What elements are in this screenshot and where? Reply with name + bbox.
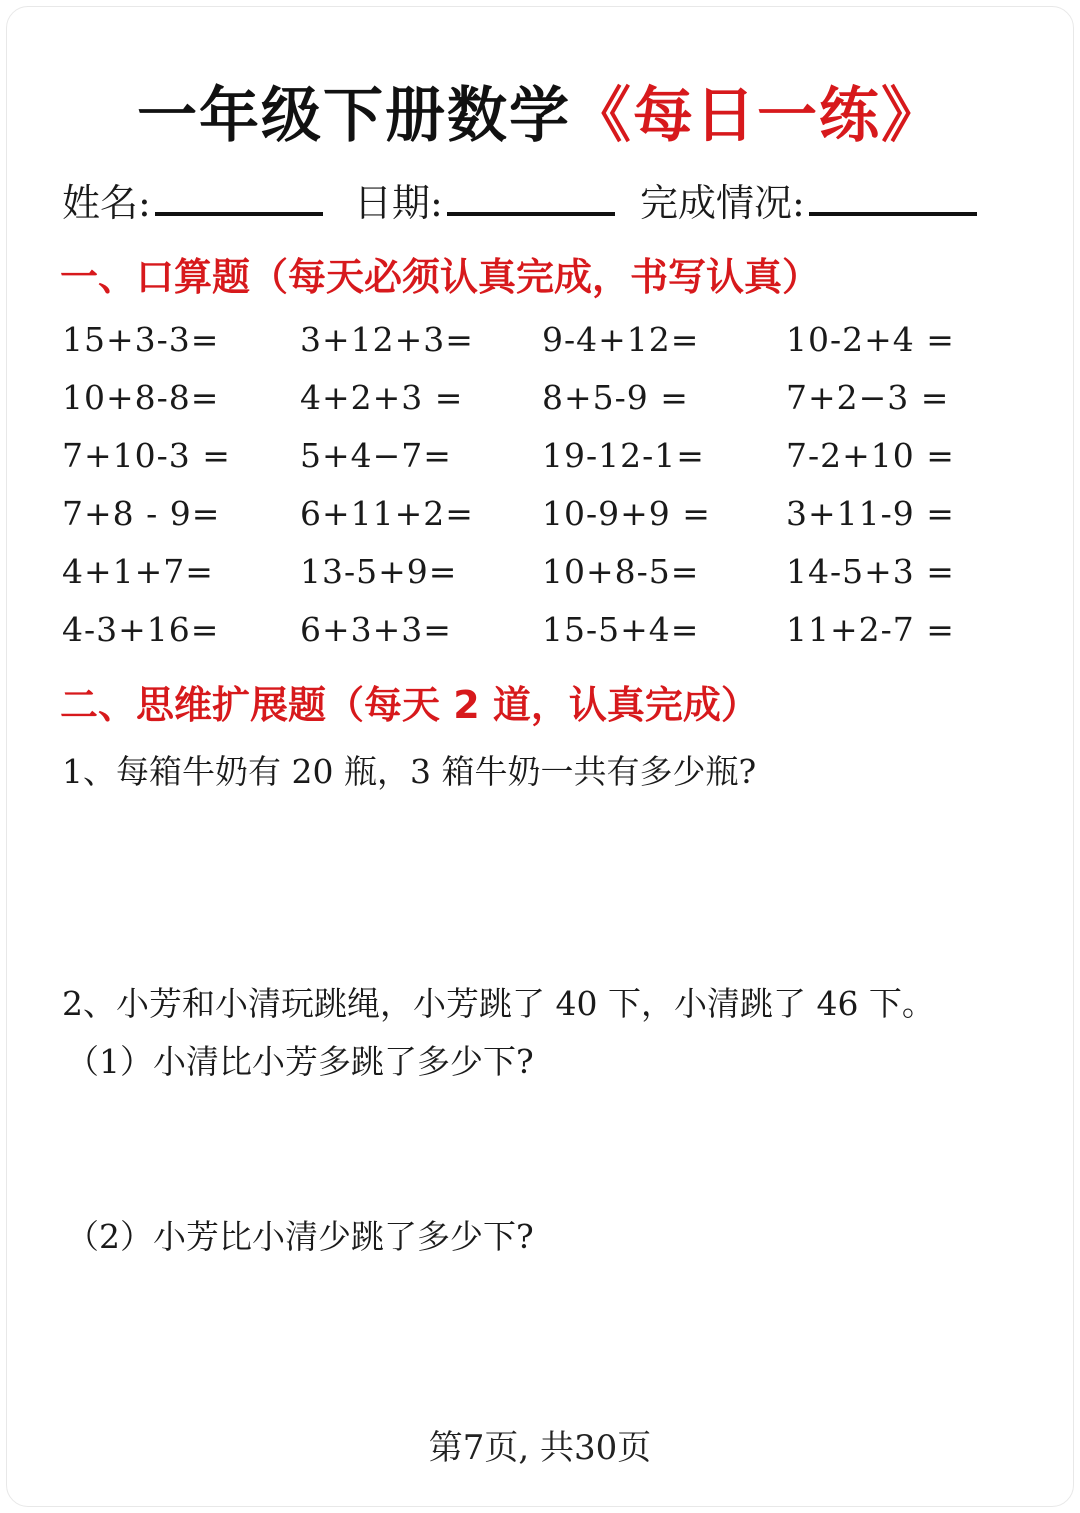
mental-math-grid xyxy=(62,314,1022,662)
word-problem-2-question-1: （1）小清比小芳多跳了多少下? xyxy=(66,1042,534,1081)
date-blank[interactable] xyxy=(447,172,615,216)
calc-item: 7+2−3 = xyxy=(786,378,950,417)
date-label: 日期: xyxy=(354,181,443,225)
calc-item: 7+8 - 9= xyxy=(62,494,221,533)
worksheet-title xyxy=(0,78,1080,154)
calc-item: 4-3+16= xyxy=(62,610,220,649)
status-field xyxy=(640,172,977,231)
title-accent: 《每日一练》 xyxy=(571,81,943,151)
calc-item: 4+2+3 = xyxy=(300,378,464,417)
date-field xyxy=(354,172,615,231)
section1-heading: 一、口算题（每天必须认真完成，书写认真） xyxy=(60,255,821,299)
calc-item: 10-2+4 = xyxy=(786,320,955,359)
status-blank[interactable] xyxy=(809,172,977,216)
name-blank[interactable] xyxy=(155,172,323,216)
calc-item: 11+2-7 = xyxy=(786,610,955,649)
calc-item: 10+8-8= xyxy=(62,378,220,417)
calc-item: 7+10-3 = xyxy=(62,436,231,475)
name-field xyxy=(62,172,323,231)
calc-row xyxy=(62,314,1022,372)
page-number: 第7页, 共30页 xyxy=(428,1428,652,1468)
calc-item: 6+11+2= xyxy=(300,494,474,533)
calc-item: 9-4+12= xyxy=(542,320,700,359)
calc-item: 5+4−7= xyxy=(300,436,452,475)
title-main: 一年级下册数学 xyxy=(137,81,571,151)
calc-row xyxy=(62,546,1022,604)
calc-item: 7-2+10 = xyxy=(786,436,955,475)
calc-item: 3+11-9 = xyxy=(786,494,955,533)
name-label: 姓名: xyxy=(62,181,151,225)
calc-item: 14-5+3 = xyxy=(786,552,955,591)
word-problem-2: 2、小芳和小清玩跳绳，小芳跳了 40 下，小清跳了 46 下。 xyxy=(62,984,935,1023)
word-problem-2-question-2: （2）小芳比小清少跳了多少下? xyxy=(66,1217,534,1256)
calc-item: 8+5-9 = xyxy=(542,378,689,417)
calc-item: 10+8-5= xyxy=(542,552,700,591)
calc-item: 4+1+7= xyxy=(62,552,214,591)
calc-row xyxy=(62,430,1022,488)
calc-item: 6+3+3= xyxy=(300,610,452,649)
section2-heading: 二、思维扩展题（每天 2 道，认真完成） xyxy=(60,683,759,727)
calc-row xyxy=(62,488,1022,546)
calc-item: 10-9+9 = xyxy=(542,494,711,533)
calc-item: 19-12-1= xyxy=(542,436,705,475)
status-label: 完成情况: xyxy=(640,181,805,225)
student-info-row xyxy=(62,172,1002,228)
calc-row xyxy=(62,604,1022,662)
calc-item: 15+3-3= xyxy=(62,320,220,359)
calc-row xyxy=(62,372,1022,430)
calc-item: 15-5+4= xyxy=(542,610,700,649)
calc-item: 3+12+3= xyxy=(300,320,474,359)
word-problem-1: 1、每箱牛奶有 20 瓶，3 箱牛奶一共有多少瓶? xyxy=(62,752,757,791)
calc-item: 13-5+9= xyxy=(300,552,458,591)
